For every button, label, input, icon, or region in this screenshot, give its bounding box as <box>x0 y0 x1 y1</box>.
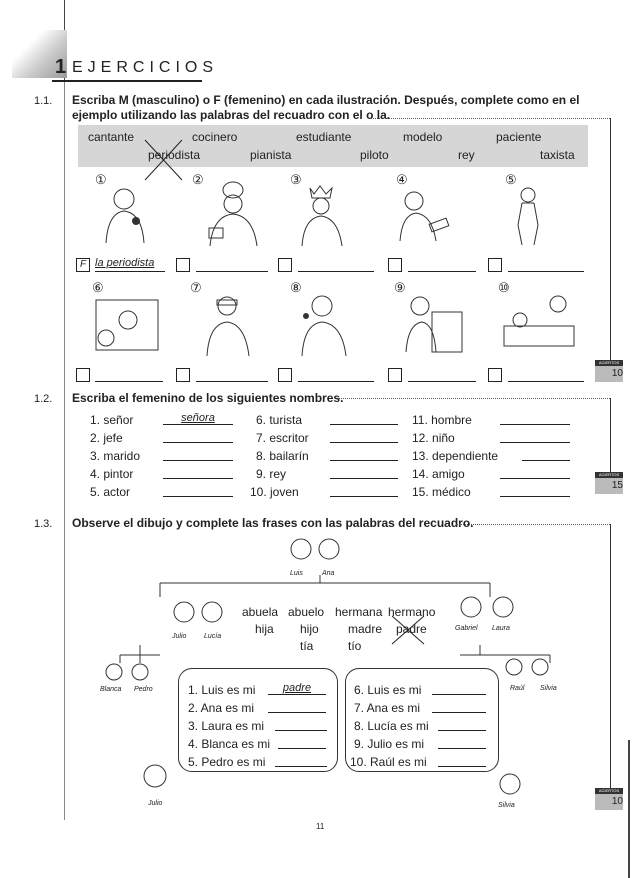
name-label: Ana <box>322 570 335 577</box>
answer-line[interactable] <box>438 718 486 731</box>
king-illustration <box>292 182 352 248</box>
answer-line[interactable] <box>268 700 326 713</box>
sentence: 2. Ana es mi <box>188 701 255 715</box>
answer-line[interactable] <box>500 484 570 497</box>
section-title: EJERCICIOS <box>72 59 219 76</box>
word: cantante <box>88 130 135 144</box>
answer-line[interactable] <box>330 484 398 497</box>
name-label: Luis <box>290 570 303 577</box>
gender-box[interactable] <box>278 258 292 272</box>
julio-illustration <box>135 760 175 800</box>
parents-illustration <box>168 598 228 634</box>
answer-line[interactable] <box>163 466 233 479</box>
gender-box[interactable] <box>388 258 402 272</box>
word-item: 12. niño <box>412 431 455 445</box>
cousins-illustration <box>500 655 560 687</box>
answer-line[interactable] <box>508 367 584 382</box>
page-edge-line <box>628 740 630 878</box>
name-label: Gabriel <box>455 625 478 632</box>
picture-number: ⑧ <box>290 280 302 295</box>
pilot-illustration <box>195 292 265 358</box>
picture-number: ⑤ <box>505 172 517 187</box>
word: tío <box>348 639 362 653</box>
name-label: Blanca <box>100 686 122 693</box>
word: abuela <box>242 605 279 619</box>
name-label: Raúl <box>510 685 525 692</box>
exercise-number: 1.2. <box>34 393 53 405</box>
answer-line[interactable] <box>500 466 570 479</box>
answer-line[interactable] <box>196 257 268 272</box>
box-rule <box>610 524 611 794</box>
sentence: 9. Julio es mi <box>354 737 425 751</box>
pianist-illustration <box>396 292 466 358</box>
answer-line[interactable] <box>432 682 486 695</box>
answer-line[interactable] <box>275 754 327 767</box>
answer-line[interactable] <box>508 257 584 272</box>
header-underline <box>52 80 202 82</box>
answer-line[interactable] <box>330 430 398 443</box>
answer-line[interactable] <box>522 448 570 461</box>
patient-illustration <box>500 292 580 358</box>
word: piloto <box>360 148 389 162</box>
exercise-instruction: Observe el dibujo y complete las frases con las palabras del recuadro. <box>72 516 474 530</box>
gender-box[interactable] <box>488 368 502 382</box>
word: madre <box>348 622 383 636</box>
score-label: ACIERTOS <box>595 788 623 794</box>
answer-line[interactable]: padre <box>268 682 326 695</box>
answer-line[interactable]: la periodista <box>95 257 165 272</box>
word: pianista <box>250 148 292 162</box>
sentence: 10. Raúl es mi <box>350 755 427 769</box>
answer-line[interactable] <box>438 754 486 767</box>
answer-line[interactable] <box>330 412 398 425</box>
gender-box[interactable] <box>488 258 502 272</box>
word-item: 5. actor <box>90 485 131 499</box>
score-box: 10 <box>595 366 623 382</box>
taxi-driver-illustration <box>92 296 162 356</box>
word: estudiante <box>296 130 352 144</box>
crossed-out-mark <box>388 612 428 648</box>
word: padre <box>396 622 427 636</box>
picture-number: ④ <box>396 172 408 187</box>
word: tía <box>300 639 314 653</box>
picture-number: ③ <box>290 172 302 187</box>
gender-box[interactable] <box>176 368 190 382</box>
word: hermana <box>335 605 383 619</box>
answer-line[interactable] <box>500 430 570 443</box>
answer-line[interactable]: señora <box>163 412 233 425</box>
word-item: 14. amigo <box>412 467 465 481</box>
word: paciente <box>496 130 542 144</box>
name-label: Lucía <box>204 633 222 640</box>
grandparents-illustration <box>285 535 345 573</box>
word: periodista <box>148 148 201 162</box>
answer-line[interactable] <box>196 367 268 382</box>
word: modelo <box>403 130 443 144</box>
dotted-rule <box>338 398 610 399</box>
gender-box[interactable] <box>388 368 402 382</box>
section-number: 1 <box>55 56 67 78</box>
word-item: 2. jefe <box>90 431 123 445</box>
word: abuelo <box>288 605 325 619</box>
silvia-illustration <box>490 770 530 802</box>
box-rule <box>610 118 611 368</box>
exercise-number: 1.3. <box>34 518 53 530</box>
sentence: 4. Blanca es mi <box>188 737 271 751</box>
gender-box[interactable] <box>176 258 190 272</box>
answer-line[interactable] <box>432 700 486 713</box>
word: cocinero <box>192 130 238 144</box>
picture-number: ① <box>95 172 107 187</box>
picture-number: ⑥ <box>92 280 104 295</box>
word: hermano <box>388 605 436 619</box>
score-box: 10 <box>595 794 623 810</box>
answer-line[interactable] <box>500 412 570 425</box>
word-item: 11. hombre <box>412 413 472 427</box>
score-box: 15 <box>595 478 623 494</box>
sentence: 6. Luis es mi <box>354 683 422 697</box>
exercise-instruction: Escriba el femenino de los siguientes nombres. <box>72 391 344 405</box>
sentence: 1. Luis es mi <box>188 683 256 697</box>
dotted-rule <box>370 118 610 119</box>
name-label: Silvia <box>498 802 515 809</box>
word-item: 15. médico <box>412 485 471 499</box>
word: rey <box>458 148 475 162</box>
name-label: Julio <box>172 633 187 640</box>
word-item: 8. bailarín <box>256 449 309 463</box>
sentence: 7. Ana es mi <box>354 701 421 715</box>
answer-line[interactable] <box>163 484 233 497</box>
cook-illustration <box>195 180 275 250</box>
word-item: 13. dependiente <box>412 449 499 463</box>
answer-line[interactable] <box>330 466 398 479</box>
answer-line[interactable] <box>298 257 374 272</box>
word: hijo <box>300 622 319 636</box>
answer-line[interactable] <box>95 367 163 382</box>
word-item: 1. señor <box>90 413 134 427</box>
page-number: 11 <box>316 822 325 831</box>
name-label: Julio <box>148 800 163 807</box>
name-label: Silvia <box>540 685 557 692</box>
picture-number: ⑨ <box>394 280 406 295</box>
name-label: Laura <box>492 625 510 632</box>
margin-line <box>64 80 65 820</box>
picture-number: ⑦ <box>190 280 202 295</box>
dotted-rule <box>456 524 610 525</box>
score-label: ACIERTOS <box>595 472 623 478</box>
word-item: 4. pintor <box>90 467 134 481</box>
sentence: 5. Pedro es mi <box>188 755 266 769</box>
answer-line[interactable] <box>330 448 398 461</box>
crossed-out-mark <box>140 135 190 185</box>
gender-box[interactable]: F <box>76 258 90 272</box>
journalist-illustration <box>96 185 156 245</box>
picture-number: ② <box>192 172 204 187</box>
word-item: 3. marido <box>90 449 141 463</box>
sentence: 8. Lucía es mi <box>354 719 429 733</box>
sentence: 3. Laura es mi <box>188 719 265 733</box>
gender-box[interactable] <box>76 368 90 382</box>
student-illustration <box>392 185 462 245</box>
word: hija <box>255 622 274 636</box>
answer-line[interactable] <box>438 736 486 749</box>
score-label: ACIERTOS <box>595 360 623 366</box>
answer-line[interactable] <box>408 367 476 382</box>
exercise-instruction: Escriba M (masculino) o F (femenino) en cada ilustración. Después, complete como en el ejemplo utilizando las palabras del recuadro con el o la. <box>72 93 580 122</box>
answer-line[interactable] <box>298 367 374 382</box>
model-illustration <box>500 185 555 247</box>
word-item: 6. turista <box>256 413 303 427</box>
word-item: 10. joven <box>250 485 299 499</box>
exercise-number: 1.1. <box>34 95 53 107</box>
word-item: 9. rey <box>256 467 287 481</box>
uncle-aunt-illustration <box>455 593 520 629</box>
name-label: Pedro <box>134 686 153 693</box>
answer-line[interactable] <box>408 257 476 272</box>
box-rule <box>610 398 611 478</box>
answer-line[interactable] <box>163 430 233 443</box>
answer-line[interactable] <box>163 448 233 461</box>
answer-line[interactable] <box>278 736 326 749</box>
word: taxista <box>540 148 575 162</box>
word-item: 7. escritor <box>256 431 309 445</box>
gender-box[interactable] <box>278 368 292 382</box>
picture-number: ⑩ <box>498 280 510 295</box>
answer-line[interactable] <box>275 718 327 731</box>
singer-illustration <box>292 292 357 358</box>
